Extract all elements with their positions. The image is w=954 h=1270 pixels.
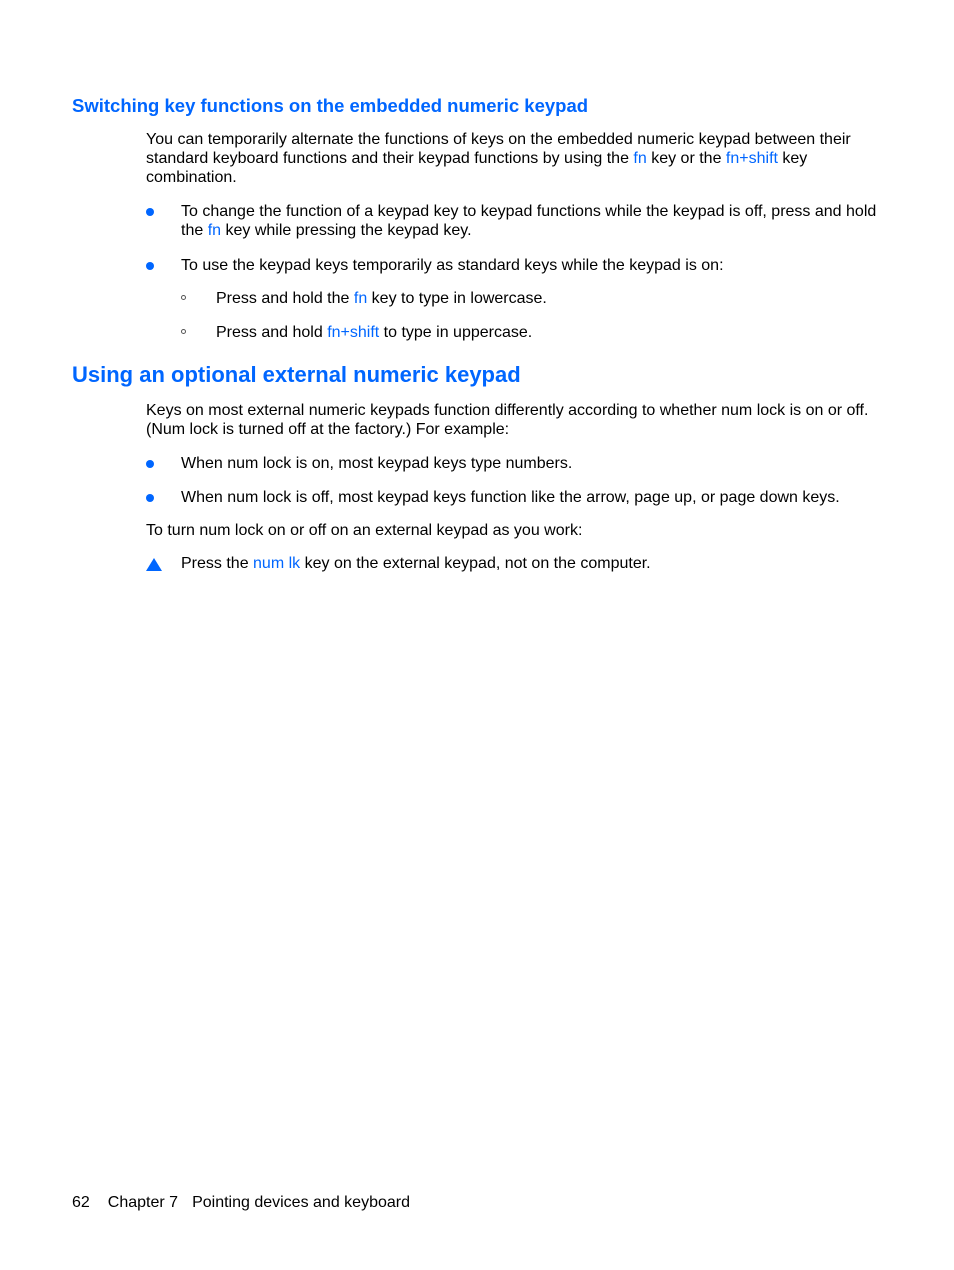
sub2-text-1: Press and hold xyxy=(216,324,328,341)
triangle-step-icon xyxy=(146,558,162,571)
sub2-text-2: to type in uppercase. xyxy=(379,324,533,341)
key-fn-shift: fn+shift xyxy=(327,324,380,341)
section1-bullet-2: To use the keypad keys temporarily as standard keys while the keypad is on: xyxy=(181,257,724,274)
key-num-lk: num lk xyxy=(253,555,301,572)
bullet-icon xyxy=(146,262,154,270)
sub-bullet-icon xyxy=(181,329,186,334)
page-footer xyxy=(72,1193,410,1212)
section2-bullet-1: When num lock is on, most keypad keys type numbers. xyxy=(181,455,573,472)
sub1-text-1: Press and hold the xyxy=(216,290,354,307)
section2-lead-paragraph: To turn num lock on or off on an external keypad as you work: xyxy=(146,522,583,539)
step-text-1: Press the xyxy=(181,555,254,572)
intro-text-2: key or the xyxy=(646,150,726,167)
key-fn: fn xyxy=(633,150,647,167)
section2-bullet-2: When num lock is off, most keypad keys function like the arrow, page up, or page down keys. xyxy=(181,489,840,506)
intro-text-1: You can temporarily alternate the functions of keys on the embedded numeric keypad between their standard keyboard functions and their keypad functions by using the xyxy=(146,131,851,167)
section2-step xyxy=(181,554,881,573)
key-fn: fn xyxy=(207,222,222,239)
sub1-text-2: key to type in lowercase. xyxy=(367,290,547,307)
section1-bullet-1 xyxy=(181,202,881,240)
step-text-2: key on the external keypad, not on the computer. xyxy=(300,555,651,572)
key-fn-shift: fn+shift xyxy=(725,150,778,167)
section1-subitem-2 xyxy=(216,323,876,342)
chapter-label: Chapter 7 xyxy=(107,1194,179,1211)
bullet-icon xyxy=(146,460,154,468)
chapter-title: Pointing devices and keyboard xyxy=(192,1194,410,1211)
key-fn: fn xyxy=(353,290,368,307)
section-heading-external-numeric-keypad: Using an optional external numeric keypad xyxy=(72,362,521,387)
intro-text-3: key combination. xyxy=(146,150,808,186)
bullet-icon xyxy=(146,494,154,502)
bullet-icon xyxy=(146,208,154,216)
section-heading-switching-key-functions: Switching key functions on the embedded numeric keypad xyxy=(72,95,589,116)
section2-intro-paragraph: Keys on most external numeric keypads function differently according to whether num lock is on or off. (Num lock is turned off at the factory.) For example: xyxy=(146,402,869,438)
page-number: 62 xyxy=(72,1194,90,1211)
bullet1-text-1: To change the function of a keypad key to keypad functions while the keypad is off, press and hold the xyxy=(181,203,877,239)
sub-bullet-icon xyxy=(181,295,186,300)
section1-subitem-1 xyxy=(216,289,876,308)
bullet1-text-2: key while pressing the keypad key. xyxy=(221,222,472,239)
section1-intro-paragraph xyxy=(146,130,876,187)
